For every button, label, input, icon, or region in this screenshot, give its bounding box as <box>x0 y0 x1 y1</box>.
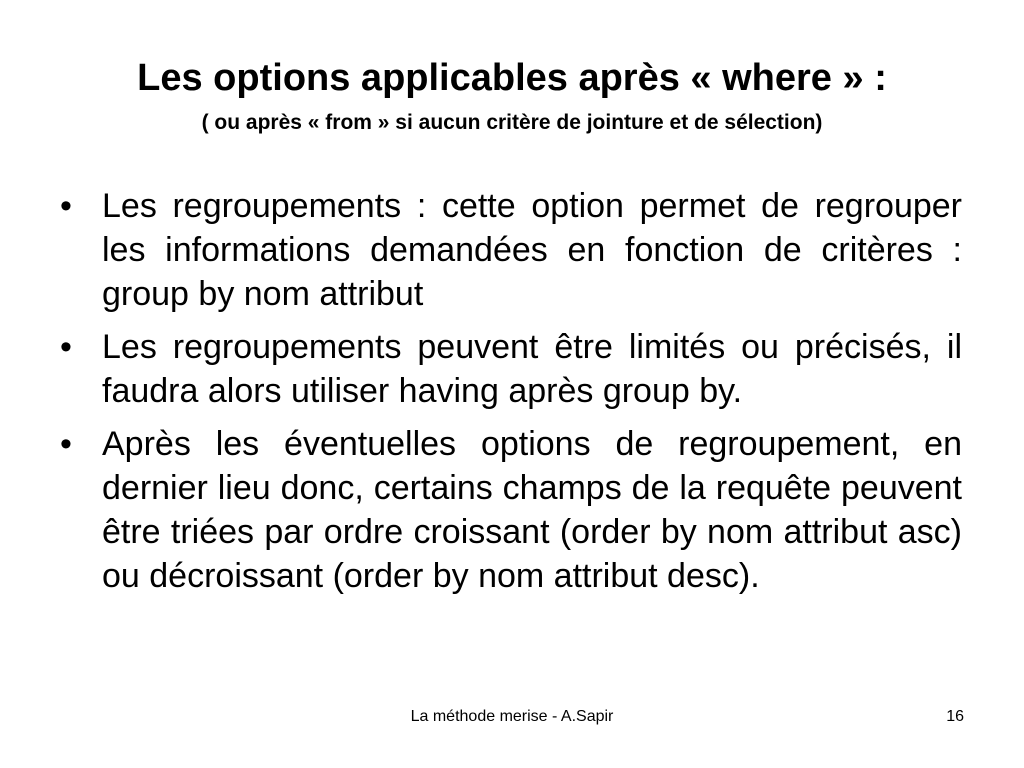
slide-subtitle: ( ou après « from » si aucun critère de jointure et de sélection) <box>201 111 823 134</box>
bullet-icon: • <box>60 425 72 463</box>
bullet-item-groupby <box>60 184 962 316</box>
bullet-item-orderby <box>60 422 962 598</box>
bullet-text-orderby: Après les éventuelles options de regroupement, en dernier lieu donc, certains champs de la requête peuvent être triées par ordre croissant (order by nom attribut asc) ou décroissant (order by nom attribut desc). <box>102 425 962 595</box>
slide-title: Les options applicables après « where » : <box>137 57 887 99</box>
bullet-text-groupby: Les regroupements : cette option permet de regrouper les informations demandées en fonction de critères : group by nom attribut <box>102 187 962 313</box>
bullet-text-having: Les regroupements peuvent être limités ou précisés, il faudra alors utiliser having après group by. <box>102 328 962 410</box>
page-number: 16 <box>946 708 964 725</box>
bullet-item-having <box>60 325 962 413</box>
bullet-list <box>60 184 962 607</box>
bullet-icon: • <box>60 187 72 225</box>
footer-text: La méthode merise - A.Sapir <box>410 708 614 725</box>
bullet-icon: • <box>60 328 72 366</box>
